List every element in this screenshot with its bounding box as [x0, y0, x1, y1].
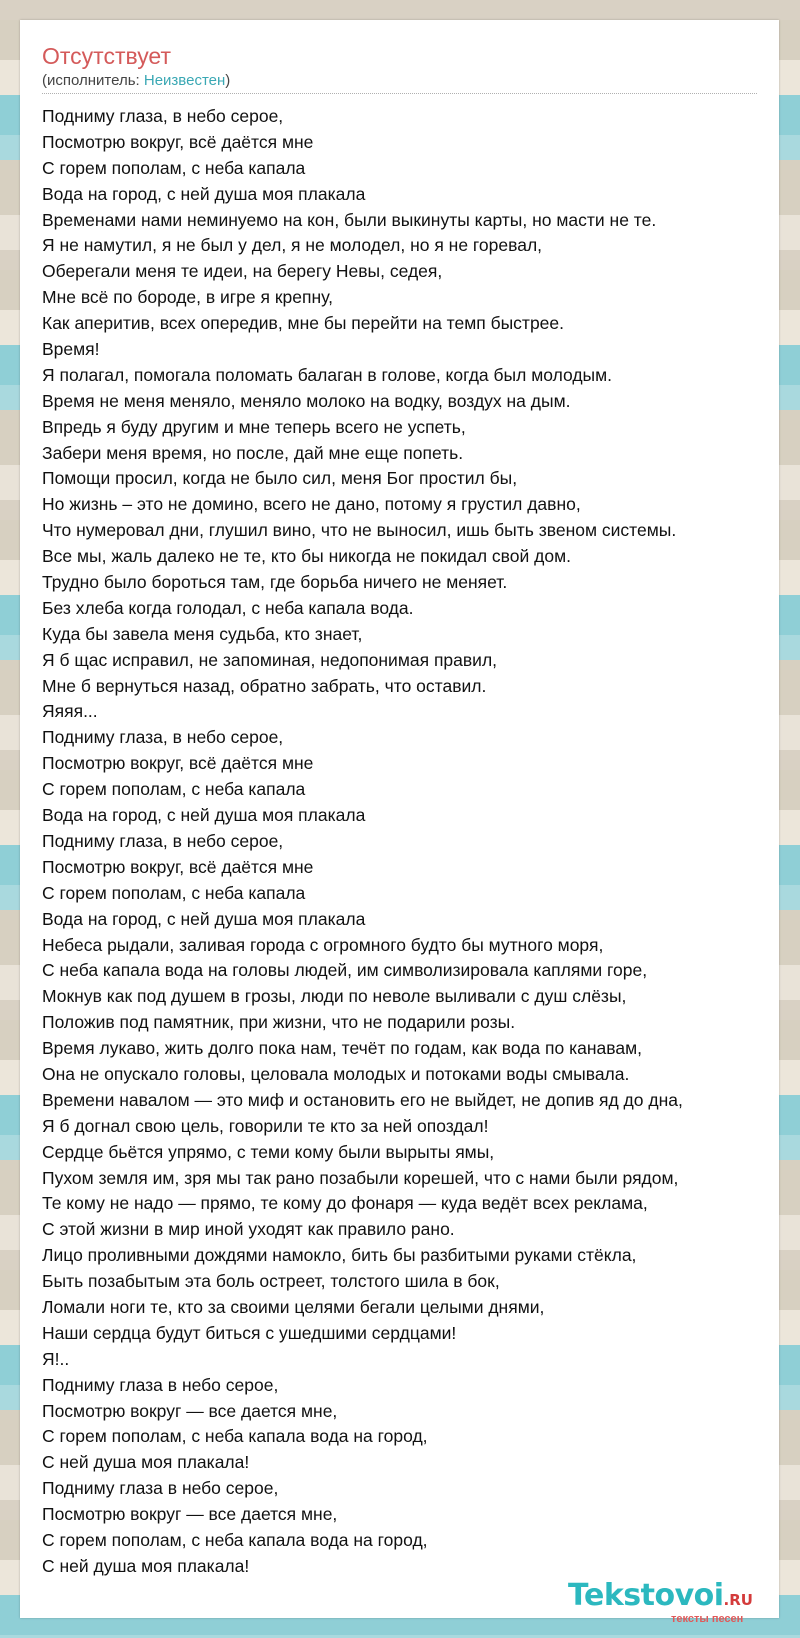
lyric-line: Я не намутил, я не был у дел, я не молодел, но я не горевал, [42, 235, 543, 256]
lyric-line: Я б щас исправил, не запоминая, недопонимая правил, [42, 649, 498, 670]
lyric-line: Посмотрю вокруг — все дается мне, [42, 1504, 338, 1525]
lyric-line: Время! [42, 339, 100, 360]
lyric-line: С ней душа моя плакала! [42, 1555, 250, 1576]
lyric-line: С неба капала вода на головы людей, им символизировала каплями горе, [42, 960, 648, 981]
performer-link[interactable]: Неизвестен [143, 72, 226, 89]
lyric-line: Наши сердца будут биться с ушедшими сердцами! [42, 1322, 457, 1343]
lyric-line: Сердце бьётся упрямо, с теми кому были вырыты ямы, [42, 1141, 495, 1162]
lyric-line: С горем пополам, с неба капала вода на город, [42, 1426, 428, 1447]
lyric-line: Небеса рыдали, заливая города с огромного будто бы мутного моря, [42, 934, 604, 955]
lyric-line: Впредь я буду другим и мне теперь всего не успеть, [42, 416, 466, 437]
lyric-line: Она не опускало головы, целовала молодых и потоками воды смывала. [42, 1063, 630, 1084]
lyric-line: Время лукаво, жить долго пока нам, течёт по годам, как вода по канавам, [42, 1038, 642, 1059]
logo-tld: .RU [723, 1591, 753, 1609]
lyric-line: Посмотрю вокруг, всё даётся мне [42, 753, 314, 774]
logo-name: Tekstovoi [568, 1578, 724, 1613]
lyric-line: Подниму глаза в небо серое, [42, 1478, 279, 1499]
lyric-line: Быть позабытым эта боль остреет, толстого шила в бок, [42, 1271, 500, 1292]
lyric-line: Но жизнь – это не домино, всего не дано, потому я грустил давно, [42, 494, 581, 515]
lyric-line: Ломали ноги те, кто за своими целями бегали целыми днями, [42, 1296, 545, 1317]
lyric-line: Лицо проливными дождями намокло, бить бы разбитыми руками стёкла, [42, 1245, 637, 1266]
lyric-line: С горем пополам, с неба капала [42, 779, 306, 800]
lyric-line: С горем пополам, с неба капала [42, 157, 306, 178]
lyric-line: Время не меня меняло, меняло молоко на водку, воздух на дым. [42, 390, 571, 411]
lyric-line: Подниму глаза, в небо серое, [42, 727, 284, 748]
lyric-line: Все мы, жаль далеко не те, кто бы никогда не покидал свой дом. [42, 546, 571, 567]
lyric-line: Подниму глаза, в небо серое, [42, 106, 284, 126]
lyric-line: Временами нами неминуемо на кон, были выкинуты карты, но масти не те. [42, 209, 657, 230]
lyric-line: Пухом земля им, зря мы так рано позабыли корешей, что с нами были рядом, [42, 1167, 679, 1188]
lyric-line: Помощи просил, когда не было сил, меня Бог простил бы, [42, 468, 518, 489]
lyrics-text [42, 104, 772, 1580]
performer-suffix: ) [225, 72, 231, 89]
lyric-line: С горем пополам, с неба капала вода на город, [42, 1529, 428, 1550]
lyric-line: Куда бы завела меня судьба, кто знает, [42, 623, 363, 644]
performer-line [42, 72, 230, 90]
lyric-line: Я полагал, помогала поломать балаган в голове, когда был молодым. [42, 364, 613, 385]
lyric-line: Вода на город, с ней душа моя плакала [42, 908, 366, 929]
lyric-line: Посмотрю вокруг, всё даётся мне [42, 131, 314, 152]
lyric-line: Вода на город, с ней душа моя плакала [42, 805, 366, 826]
lyric-line: Яяяя... [42, 701, 98, 722]
lyric-line: С ней душа моя плакала! [42, 1452, 250, 1473]
lyric-line: Мокнув как под душем в грозы, люди по неволе выливали с душ слёзы, [42, 986, 627, 1007]
performer-prefix: (исполнитель: [42, 72, 144, 89]
lyric-line: Положив под памятник, при жизни, что не подарили розы. [42, 1012, 516, 1033]
lyric-line: Посмотрю вокруг — все дается мне, [42, 1400, 338, 1421]
lyric-line: Те кому не надо — прямо, те кому до фонаря — куда ведёт всех реклама, [42, 1193, 648, 1214]
lyric-line: Вода на город, с ней душа моя плакала [42, 183, 366, 204]
lyric-line: Я б догнал свою цель, говорили те кто за ней опоздал! [42, 1115, 489, 1136]
lyrics-card [20, 20, 779, 1625]
lyric-line: Времени навалом — это миф и остановить его не выйдет, не допив яд до дна, [42, 1089, 683, 1110]
lyric-line: Подниму глаза, в небо серое, [42, 830, 284, 851]
lyric-line: Как аперитив, всех опередив, мне бы перейти на темп быстрее. [42, 313, 565, 334]
lyric-line: С горем пополам, с неба капала [42, 882, 306, 903]
lyric-line: Мне б вернуться назад, обратно забрать, что оставил. [42, 675, 487, 696]
lyric-line: Забери меня время, но после, дай мне еще попеть. [42, 442, 464, 463]
lyric-line: Оберегали меня те идеи, на берегу Невы, седея, [42, 261, 443, 282]
lyric-line: Подниму глаза в небо серое, [42, 1374, 279, 1395]
song-title: Отсутствует [42, 43, 171, 69]
logo-tagline: тексты песен [671, 1613, 744, 1625]
lyric-line: Без хлеба когда голодал, с неба капала вода. [42, 597, 414, 618]
lyric-line: Посмотрю вокруг, всё даётся мне [42, 856, 314, 877]
lyric-line: Я!.. [42, 1348, 70, 1369]
lyric-line: Мне всё по бороде, в игре я крепну, [42, 287, 333, 308]
lyric-line: С этой жизни в мир иной уходят как правило рано. [42, 1219, 455, 1240]
title-divider [42, 93, 757, 94]
site-logo[interactable] [568, 1579, 753, 1617]
lyric-line: Что нумеровал дни, глушил вино, что не выносил, ишь быть звеном системы. [42, 520, 677, 541]
lyric-line: Трудно было бороться там, где борьба ничего не меняет. [42, 572, 508, 593]
